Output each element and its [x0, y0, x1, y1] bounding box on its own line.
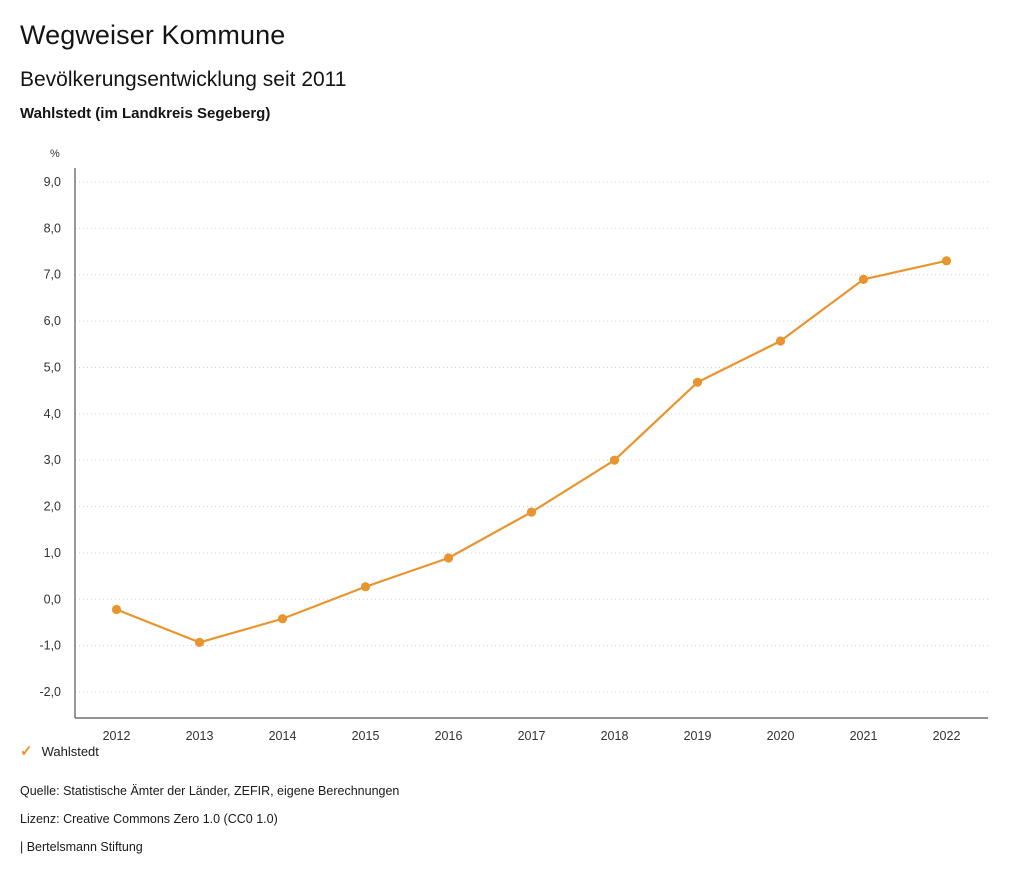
data-point[interactable] — [776, 336, 785, 345]
x-axis-tick-label: 2017 — [517, 729, 546, 743]
legend-item-label: Wahlstedt — [41, 744, 99, 759]
y-axis-unit: % — [50, 148, 60, 160]
x-axis-tick-label: 2015 — [351, 729, 380, 743]
data-point[interactable] — [195, 638, 204, 647]
y-axis-tick-label: 6,0 — [43, 314, 61, 329]
data-point[interactable] — [527, 508, 536, 517]
chart-area — [0, 140, 1024, 743]
data-point[interactable] — [693, 378, 702, 387]
y-axis-tick-label: 9,0 — [43, 175, 61, 189]
page-subtitle: Bevölkerungsentwicklung seit 2011 — [20, 68, 347, 91]
y-axis-tick-label: 8,0 — [43, 221, 61, 236]
footnote-license: Lizenz: Creative Commons Zero 1.0 (CC0 1.0) — [20, 812, 278, 826]
x-axis-tick-label: 2013 — [185, 729, 214, 743]
series-line — [117, 261, 947, 643]
x-axis-tick-label: 2020 — [766, 729, 795, 743]
y-axis-tick-label: -1,0 — [39, 638, 61, 653]
y-axis-tick-label: 4,0 — [43, 406, 61, 421]
y-axis-tick-label: 1,0 — [43, 545, 61, 560]
y-axis-tick-label: 2,0 — [43, 499, 61, 514]
y-axis-tick-label: 7,0 — [43, 267, 61, 282]
x-axis-tick-label: 2016 — [434, 729, 463, 743]
y-axis-tick-label: -2,0 — [39, 685, 61, 699]
data-point[interactable] — [278, 614, 287, 623]
x-axis-tick-label: 2012 — [102, 729, 131, 743]
footnotes — [20, 784, 920, 868]
data-point[interactable] — [942, 256, 951, 265]
data-point[interactable] — [444, 553, 453, 562]
footnote-publisher: | Bertelsmann Stiftung — [20, 840, 143, 854]
y-axis-tick-label: 5,0 — [43, 360, 61, 375]
data-point[interactable] — [610, 456, 619, 465]
page-title: Wegweiser Kommune — [20, 20, 286, 50]
x-axis-tick-label: 2014 — [268, 729, 297, 743]
region-label: Wahlstedt (im Landkreis Segeberg) — [20, 105, 271, 122]
data-point[interactable] — [859, 275, 868, 284]
check-icon: ✓ — [20, 743, 33, 760]
chart-legend[interactable] — [20, 744, 99, 759]
footnote-source: Quelle: Statistische Ämter der Länder, ZEFIR, eigene Berechnungen — [20, 784, 400, 798]
data-point[interactable] — [112, 605, 121, 614]
y-axis-tick-label: 3,0 — [43, 453, 61, 468]
y-axis-tick-label: 0,0 — [43, 592, 61, 607]
x-axis-tick-label: 2018 — [600, 729, 629, 743]
line-chart-svg — [0, 140, 1024, 743]
data-point[interactable] — [361, 582, 370, 591]
x-axis-tick-label: 2021 — [849, 729, 878, 743]
x-axis-tick-label: 2022 — [932, 729, 961, 743]
x-axis-tick-label: 2019 — [683, 729, 712, 743]
